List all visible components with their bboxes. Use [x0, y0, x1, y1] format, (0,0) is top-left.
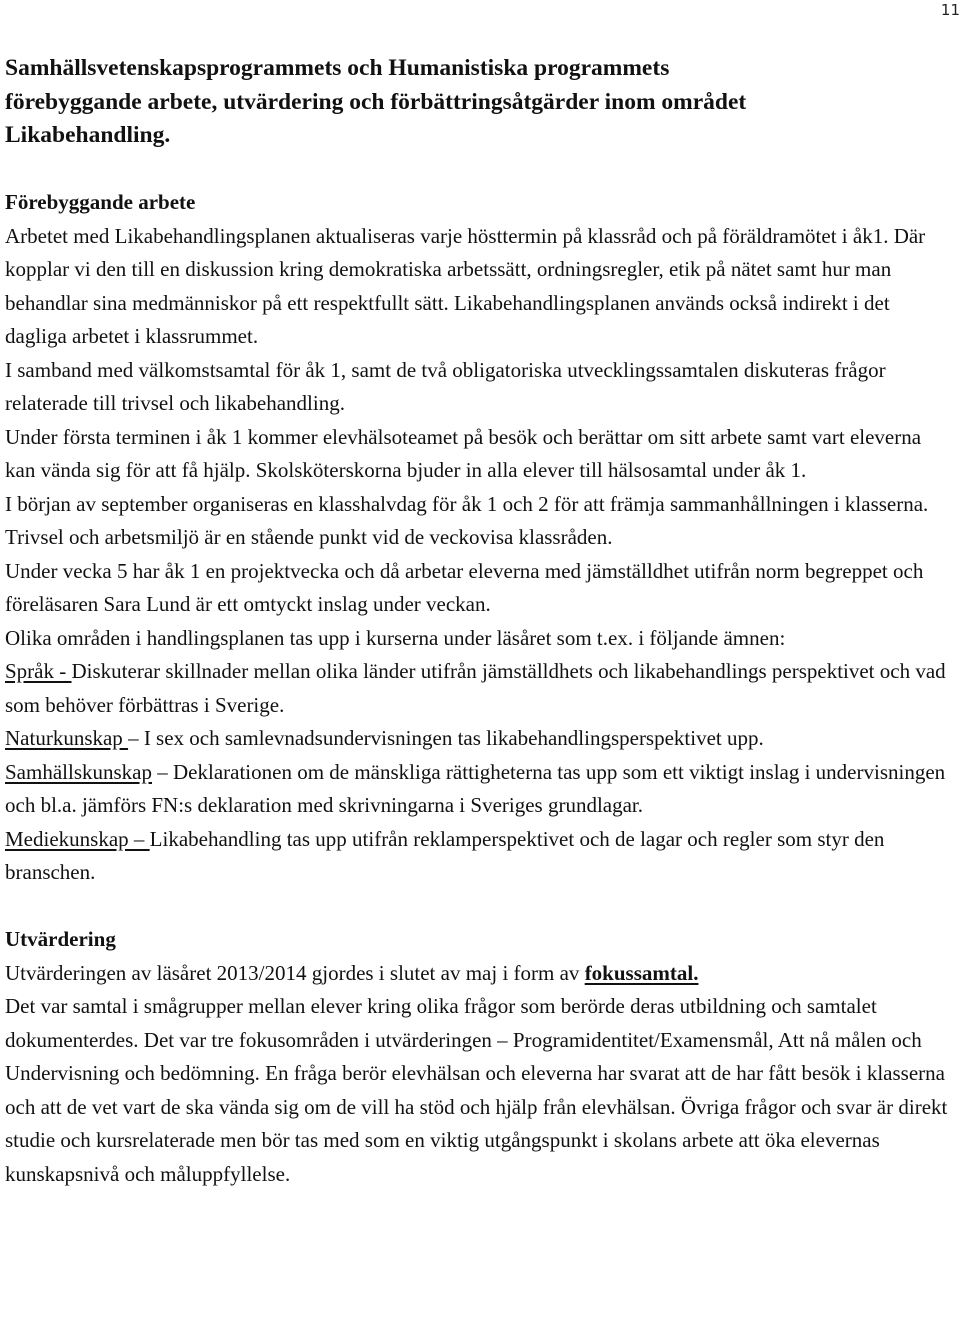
title-line: Likabehandling.	[5, 122, 171, 148]
paragraph: I samband med välkomstsamtal för åk 1, samt de två obligatoriska utvecklingssamtalen diskuteras frågor relaterade till trivsel och likabehandling.	[5, 357, 886, 415]
paragraph: Trivsel och arbetsmiljö är en stående punkt vid de veckovisa klassråden.	[5, 525, 613, 549]
subject-name: Naturkunskap	[5, 726, 129, 750]
section-heading-utvardering: Utvärdering	[5, 927, 116, 951]
paragraph: Under första terminen i åk 1 kommer elevhälsoteamet på besök och berättar om sitt arbete samt vart eleverna kan vända sig för att få hjälp. Skolsköterskorna bjuder in alla elever till hälsosamtal under åk 1.	[5, 424, 922, 482]
paragraph: Arbetet med Likabehandlingsplanen aktualiseras varje hösttermin på klassråd och på föräldramötet i åk1. Där kopplar vi den till en diskussion kring demokratiska arbetssätt, ordningsregler, etik på nätet samt hur man behandlar sina medmänniskor på ett respektfullt sätt. Likabehandlingsplanen används också indirekt i det dagliga arbetet i klassrummet.	[5, 223, 926, 348]
subject-text: Diskuterar skillnader mellan olika länder utifrån jämställdhets och likabehandlings perspektivet och vad som behöver förbättras i Sverige.	[5, 659, 946, 717]
paragraph-text: Utvärderingen av läsåret 2013/2014 gjordes i slutet av maj i form av	[5, 960, 585, 985]
subject-name: Mediekunskap –	[5, 826, 150, 851]
paragraph: Det var samtal i smågrupper mellan elever kring olika frågor som berörde deras utbildning och samtalet dokumenterdes. Det var tre fokusområden i utvärderingen – Programidentitet/Examensmål, Att nå målen och Undervisning och bedömning. En fråga berör elevhälsan och eleverna har svarat att de har fått besök i klasserna och att de vet vart de ska vända sig om de vill ha stöd och hjälp från elevhälsan. Övriga frågor och svar är direkt studie och kursrelaterade men bör tas med som en viktig utgångspunkt i skolans arbete att öka elevernas kunskapsnivå och måluppfyllelse.	[5, 994, 948, 1186]
subject-text: – Deklarationen om de mänskliga rättigheterna tas upp som ett viktigt inslag i undervisningen och bl.a. jämförs FN:s deklaration med skrivningarna i Sveriges grundlagar.	[5, 759, 946, 817]
paragraph: Under vecka 5 har åk 1 en projektvecka och då arbetar eleverna med jämställdhet utifrån norm begreppet och föreläsaren Sara Lund är ett omtyckt inslag under veckan.	[5, 558, 924, 616]
paragraph: Olika områden i handlingsplanen tas upp i kurserna under läsåret som t.ex. i följande ämnen:	[5, 625, 786, 650]
title-line: förebyggande arbete, utvärdering och förbättringsåtgärder inom området	[5, 88, 747, 115]
paragraph: I början av september organiseras en klasshalvdag för åk 1 och 2 för att främja sammanhållningen i klasserna.	[5, 491, 929, 516]
subject-name: Språk -	[5, 659, 72, 683]
emphasis-fokussamtal: fokussamtal.	[584, 960, 699, 985]
subject-item-sprak	[5, 655, 955, 722]
document-title	[5, 52, 955, 153]
document-body	[5, 52, 955, 1191]
page-number: 11	[940, 1, 960, 19]
subject-name: Samhällskunskap	[5, 759, 152, 784]
subject-text: – I sex och samlevnadsundervisningen tas likabehandlingsperspektivet upp.	[128, 726, 764, 750]
subject-item-mediekunskap	[5, 823, 955, 890]
title-line: Samhällsvetenskapsprogrammets och Humanistiska programmets	[5, 55, 670, 81]
section-heading-forebyggande: Förebyggande arbete	[5, 190, 196, 214]
spacer	[5, 890, 955, 924]
subject-item-samhallskunskap	[5, 756, 955, 823]
paragraph	[5, 957, 955, 991]
subject-text: Likabehandling tas upp utifrån reklamperspektivet och de lagar och regler som styr den branschen.	[5, 826, 885, 884]
spacer	[5, 153, 955, 187]
subject-item-naturkunskap	[5, 722, 955, 756]
